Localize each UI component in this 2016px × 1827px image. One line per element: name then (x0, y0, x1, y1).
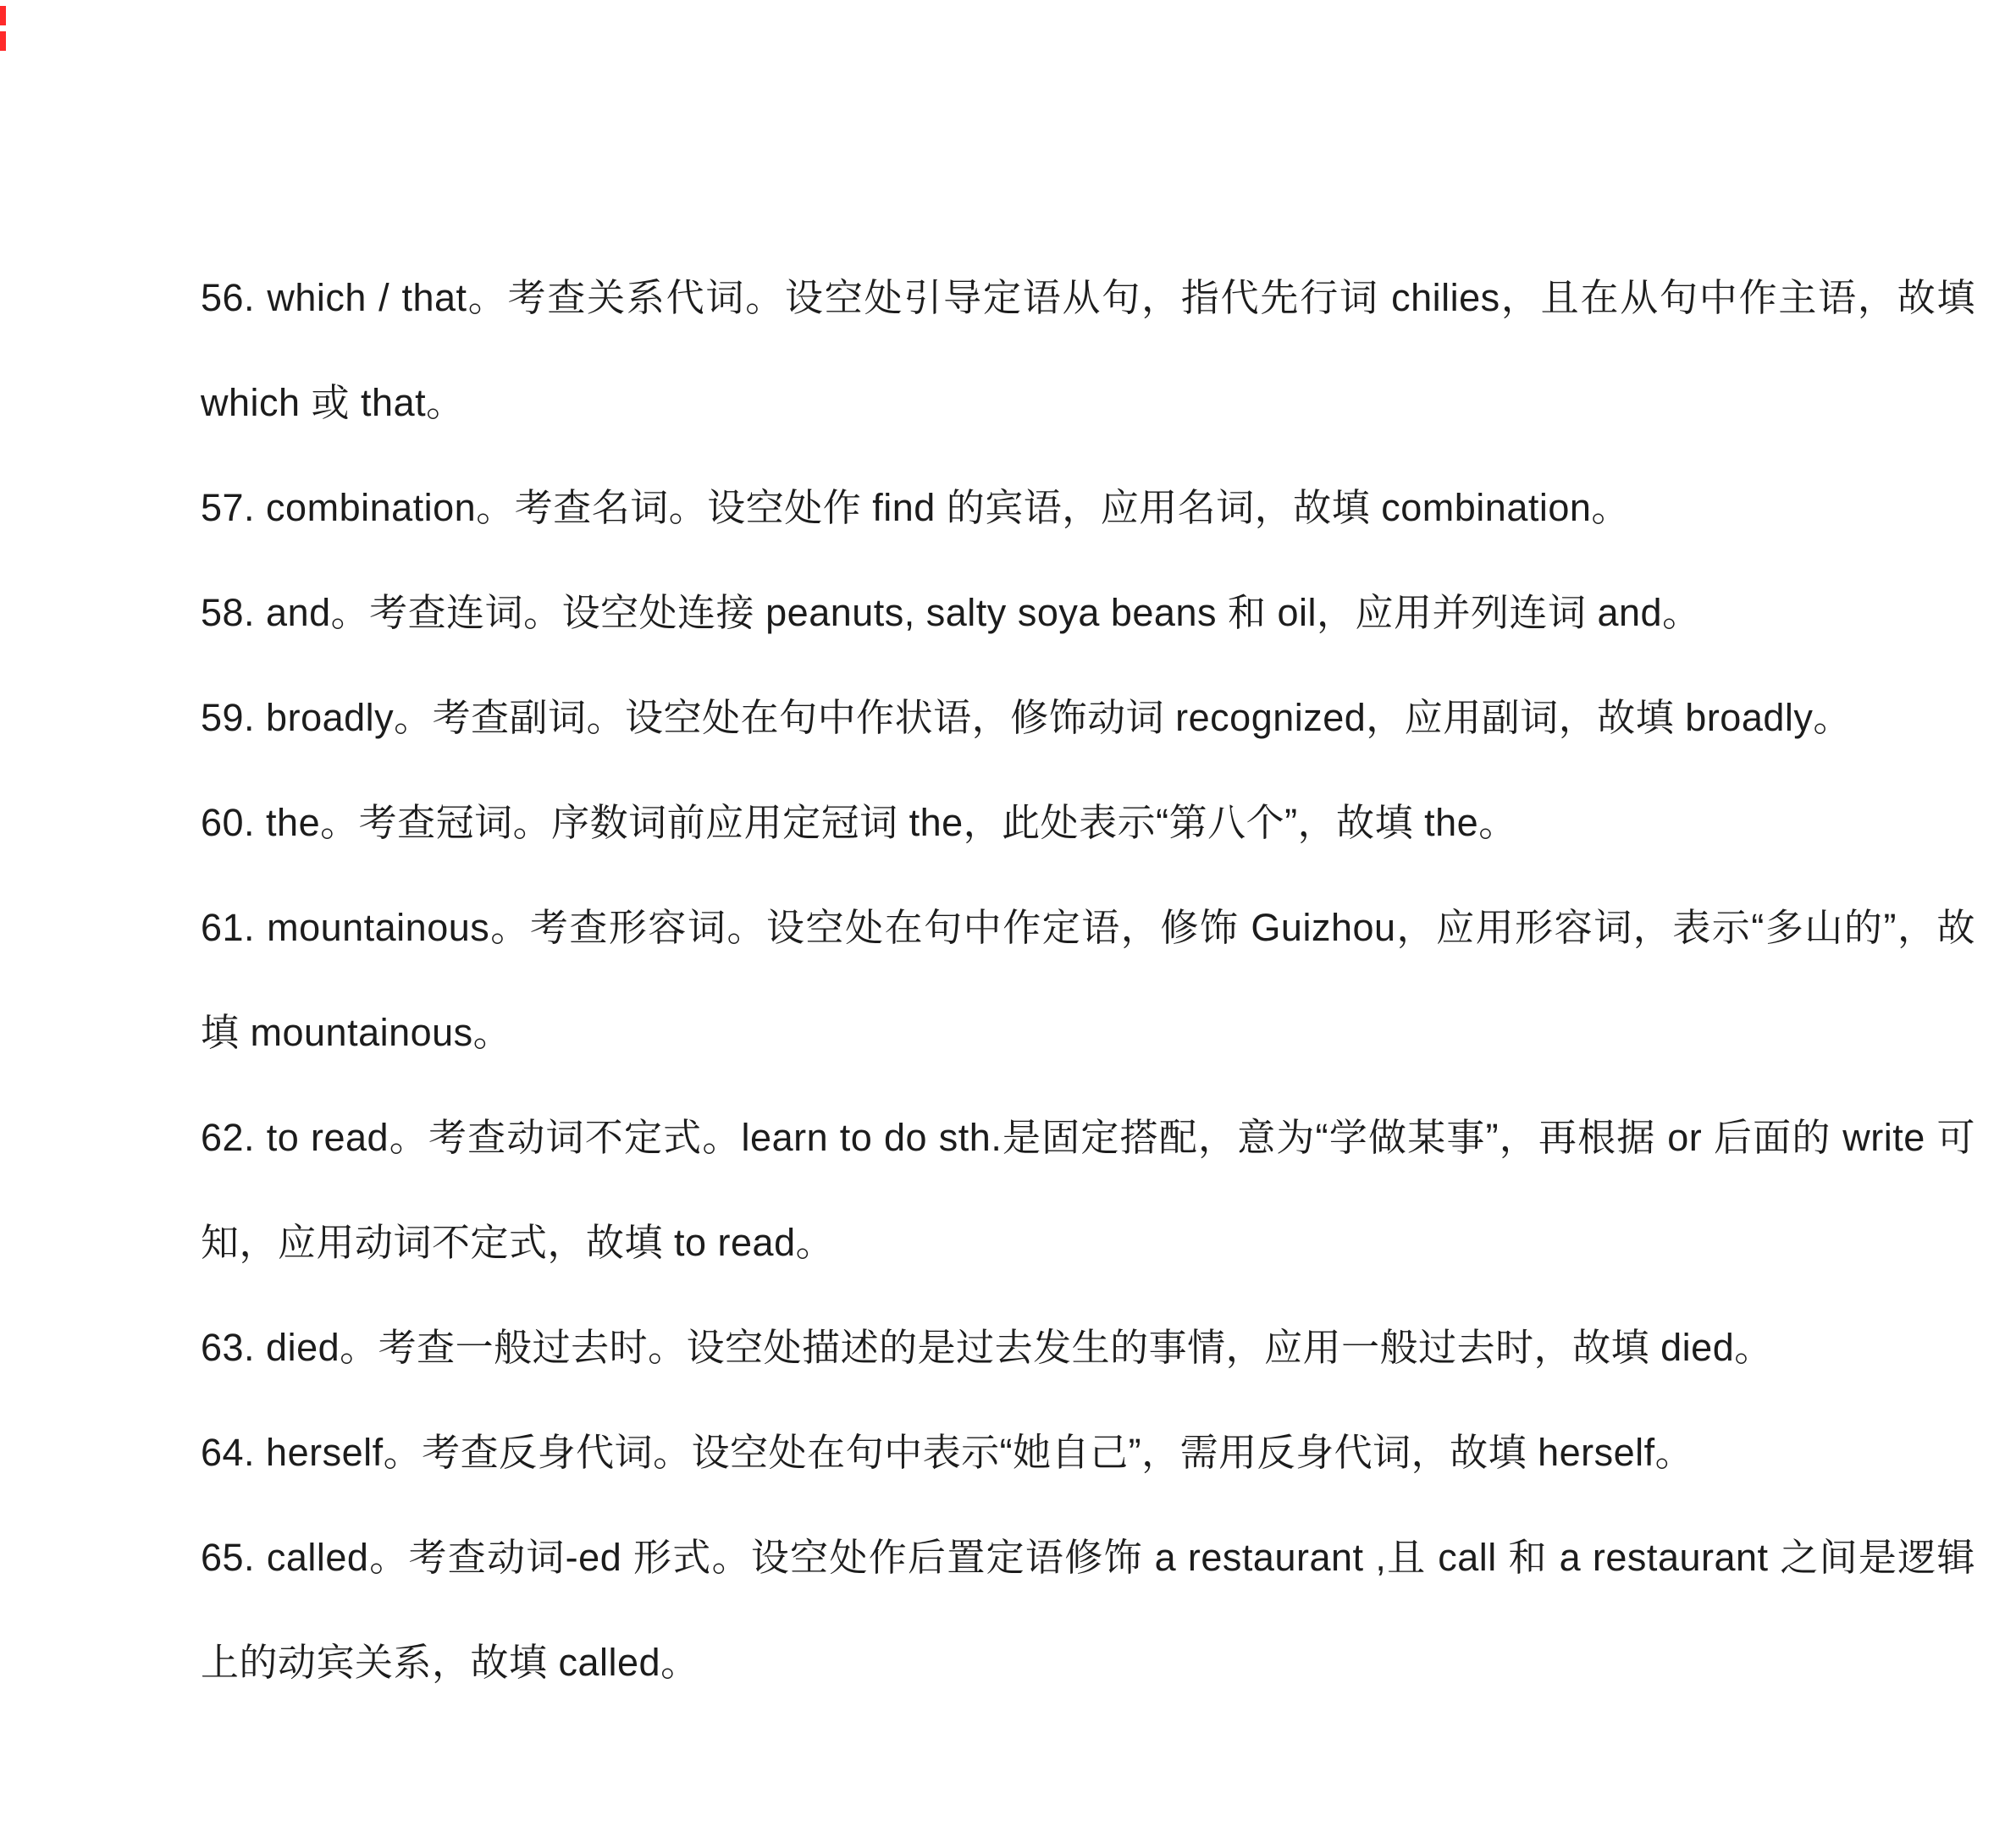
answer-item-56: 56. which / that。考查关系代词。设空处引导定语从句，指代先行词 chilies，且在从句中作主语，故填 which 或 that。 (201, 276, 1975, 424)
answer-explanations-block (201, 246, 1975, 1715)
left-edge-red-mark (0, 31, 6, 51)
answer-item-58: 58. and。考查连词。设空处连接 peanuts, salty soya beans 和 oil，应用并列连词 and。 (201, 591, 1701, 634)
left-edge-red-mark (0, 6, 6, 25)
answer-item-63: 63. died。考查一般过去时。设空处描述的是过去发生的事情，应用一般过去时，故填 died。 (201, 1326, 1773, 1369)
answer-item-64: 64. herself。考查反身代词。设空处在句中表示“她自己”，需用反身代词，故填 herself。 (201, 1431, 1694, 1474)
answer-item-57: 57. combination。考查名词。设空处作 find 的宾语，应用名词，故填 combination。 (201, 486, 1630, 529)
answer-item-60: 60. the。考查冠词。序数词前应用定冠词 the，此处表示“第八个”，故填 the。 (201, 801, 1517, 844)
answer-item-65: 65. called。考查动词-ed 形式。设空处作后置定语修饰 a restaurant ,且 call 和 a restaurant 之间是逻辑上的动宾关系，故填 called。 (201, 1536, 1975, 1684)
answer-item-59: 59. broadly。考查副词。设空处在句中作状语，修饰动词 recognized，应用副词，故填 broadly。 (201, 696, 1852, 739)
answer-item-62: 62. to read。考查动词不定式。learn to do sth.是固定搭配，意为“学做某事”，再根据 or 后面的 write 可知，应用动词不定式，故填 to read。 (201, 1116, 1975, 1264)
answer-item-61: 61. mountainous。考查形容词。设空处在句中作定语，修饰 Guizhou，应用形容词，表示“多山的”，故填 mountainous。 (201, 906, 1975, 1054)
